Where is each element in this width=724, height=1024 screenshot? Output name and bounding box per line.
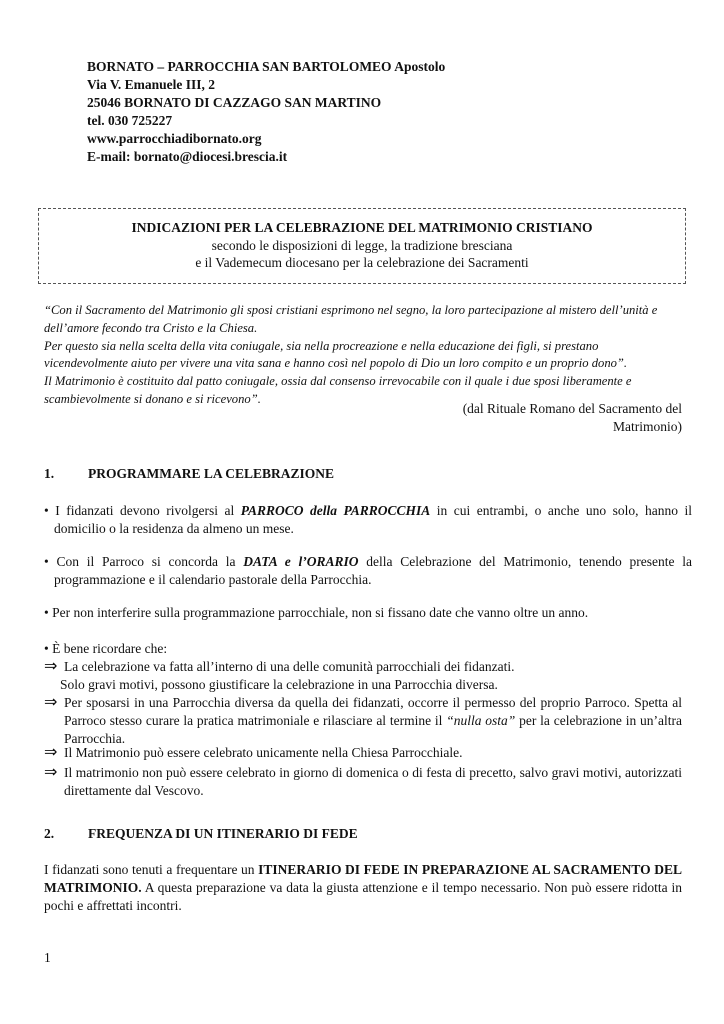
parish-phone: tel. 030 725227 [87, 113, 173, 128]
page-number: 1 [44, 950, 51, 965]
quote-source-line: Matrimonio) [613, 419, 682, 434]
bullet-parroco: • I fidanzati devono rivolgersi al PARROCO della PARROCCHIA in cui entrambi, o anche uno solo, hanno il domicilio o la residenza da almeno un mese. [44, 503, 692, 536]
arrow-item-chiesa: ⇒ Il Matrimonio può essere celebrato unicamente nella Chiesa Parrocchiale. [44, 742, 463, 761]
section-number: 1. [44, 466, 55, 481]
parish-website: www.parrocchiadibornato.org [87, 131, 262, 146]
arrow-icon: ⇒ [44, 656, 58, 675]
parish-name: BORNATO – PARROCCHIA SAN BARTOLOMEO Apostolo [87, 59, 446, 74]
arrow-item-permesso: ⇒ Per sposarsi in una Parrocchia diversa da quella dei fidanzati, occorre il permesso del proprio Parroco. Spetta al Parroco stesso curare la pratica matrimoniale e rilasciare al termine il “nulla osta” per la celebrazione in un’altra Parrocchia. [44, 692, 683, 746]
arrow-icon: ⇒ [44, 742, 58, 761]
quote-paragraph: Il Matrimonio è costituito dal patto coniugale, ossia dal consenso irrevocabile con il quale i due sposi liberamente e scambievolmente si donano e si ricevono”. [44, 374, 632, 406]
parish-email: E-mail: bornato@diocesi.brescia.it [87, 149, 288, 164]
bullet-programmazione: • Per non interferire sulla programmazione parrocchiale, non si fissano date che vanno oltre un anno. [44, 605, 589, 620]
arrow-item-comunita: ⇒ La celebrazione va fatta all’interno di una delle comunità parrocchiali dei fidanzati. Solo gravi motivi, possono giustificare la celebrazione in una Parrocchia diversa. [44, 656, 515, 692]
rituale-quote [44, 302, 682, 409]
document-subtitle-2: e il Vademecum diocesano per la celebrazione dei Sacramenti [195, 255, 529, 270]
parish-header [87, 58, 647, 166]
section-title: FREQUENZA DI UN ITINERARIO DI FEDE [88, 826, 358, 841]
quote-source [400, 400, 682, 436]
section-1-heading [44, 466, 334, 482]
section-2-heading [44, 826, 358, 842]
section-title: PROGRAMMARE LA CELEBRAZIONE [88, 466, 335, 481]
bullet-data-orario: • Con il Parroco si concorda la DATA e l’ORARIO della Celebrazione del Matrimonio, tenendo presente la programmazione e il calendario pastorale della Parrocchia. [44, 554, 693, 587]
quote-source-line: (dal Rituale Romano del Sacramento del [462, 401, 682, 416]
parish-address: Via V. Emanuele III, 2 [87, 77, 216, 92]
bullet-ricordare: • È bene ricordare che: [44, 641, 168, 656]
quote-paragraph: Per questo sia nella scelta della vita coniugale, sia nella procreazione e nella educazione dei figli, si prestano vicendevolmente aiuto per vivere una vita sana e hanno così nel popolo di Dio un loro compito e un proprio dono”. [44, 338, 628, 371]
itinerario-paragraph: I fidanzati sono tenuti a frequentare un ITINERARIO DI FEDE IN PREPARAZIONE AL SACRAMENTO DEL MATRIMONIO. A questa preparazione va data la giusta attenzione e il tempo necessario. Non può essere ridotta in pochi e affrettati incontri. [44, 862, 682, 913]
document-subtitle-1: secondo le disposizioni di legge, la tradizione bresciana [211, 238, 513, 253]
arrow-icon: ⇒ [44, 762, 58, 781]
section-number: 2. [44, 826, 55, 841]
document-title: INDICAZIONI PER LA CELEBRAZIONE DEL MATRIMONIO CRISTIANO [131, 220, 593, 235]
arrow-item-domenica: ⇒ Il matrimonio non può essere celebrato in giorno di domenica o di festa di precetto, salvo gravi motivi, autorizzati direttamente dal Vescovo. [44, 762, 682, 798]
title-box [38, 208, 686, 284]
parish-city: 25046 BORNATO DI CAZZAGO SAN MARTINO [87, 95, 382, 110]
quote-paragraph: “Con il Sacramento del Matrimonio gli sposi cristiani esprimono nel segno, la loro partecipazione al mistero dell’unità e dell’amore fecondo tra Cristo e la Chiesa. [44, 303, 658, 335]
arrow-icon: ⇒ [44, 692, 58, 711]
